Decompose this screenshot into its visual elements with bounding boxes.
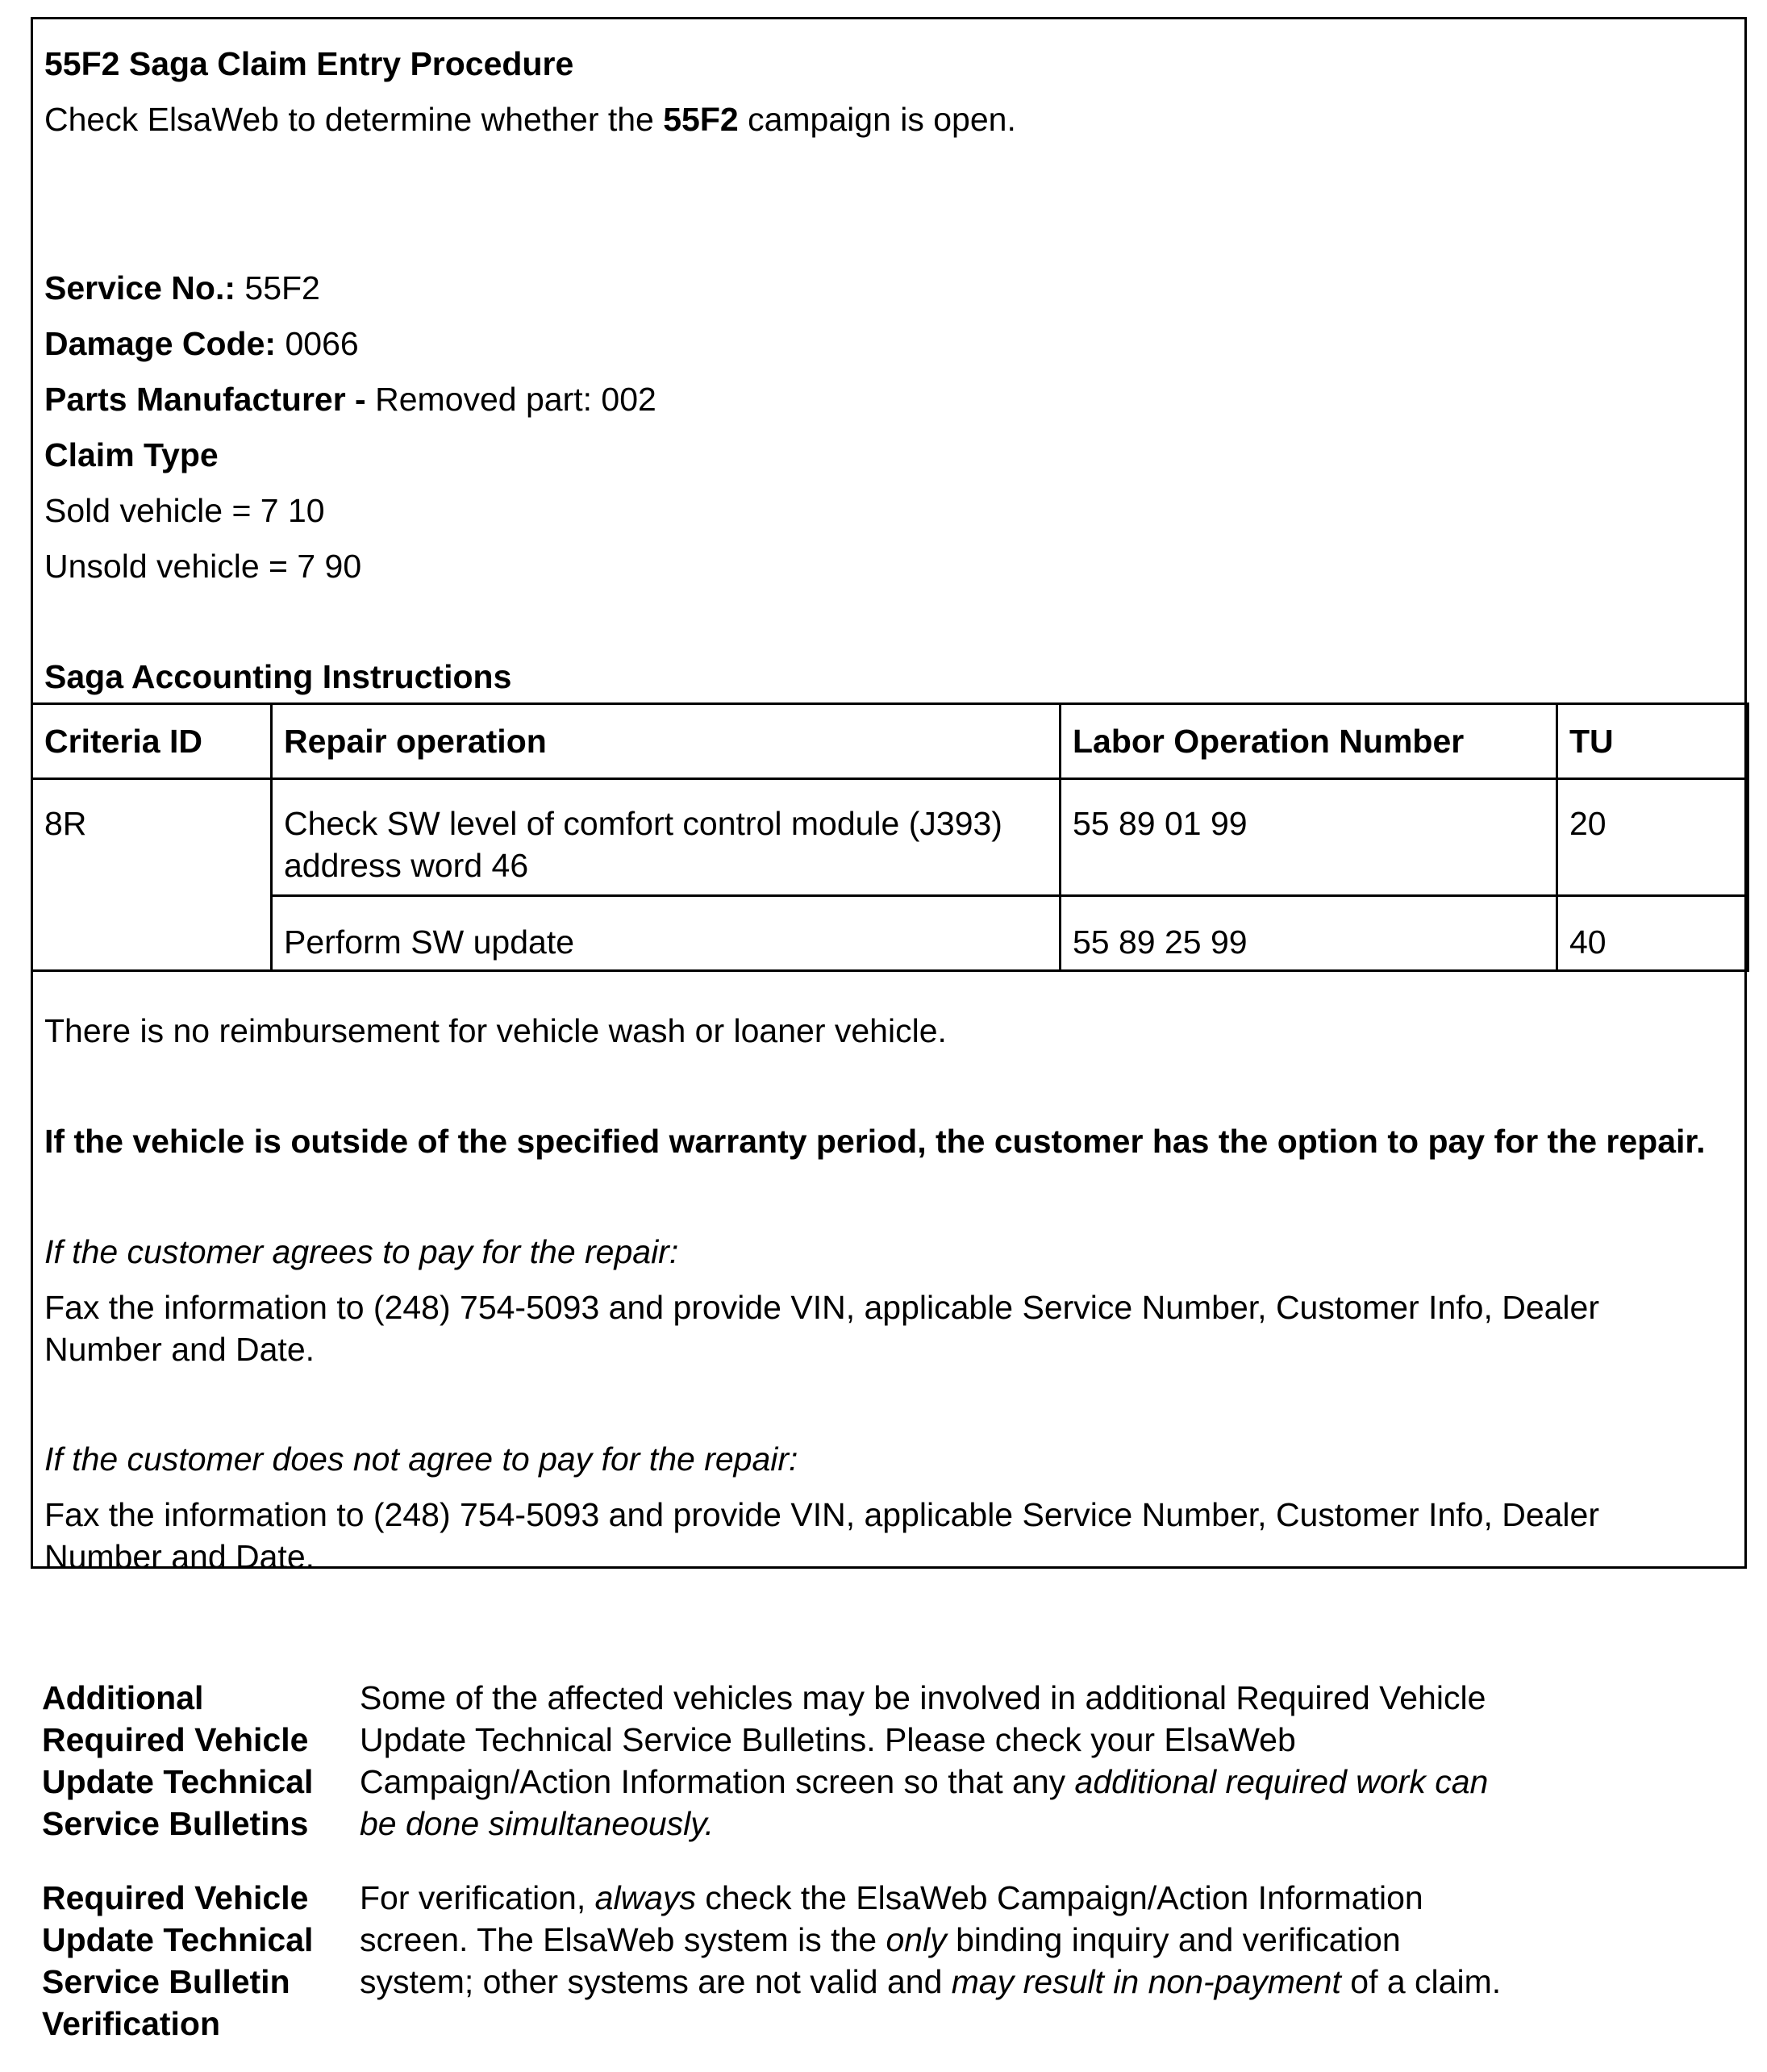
additional-bulletins-label: Additional Required Vehicle Update Technical Service Bulletins (42, 1679, 314, 1842)
header-criteria-id: Criteria ID (32, 704, 272, 779)
tu-cell: 40 (1557, 896, 1748, 971)
table-row (32, 896, 1748, 971)
repair-operation-cell: Check SW level of comfort control module (J393) address word 46 (272, 779, 1061, 896)
labor-operation-cell: 55 89 01 99 (1061, 779, 1557, 896)
procedure-title: 55F2 Saga Claim Entry Procedure (44, 45, 574, 82)
tu-cell: 20 (1557, 779, 1748, 896)
header-tu: TU (1557, 704, 1748, 779)
verification-label: Required Vehicle Update Technical Service Bulletin Verification (42, 1879, 314, 2042)
not-agree-instructions: Fax the information to (248) 754-5093 and provide VIN, applicable Service Number, Customer Info, Dealer Number and Date. (44, 1496, 1600, 1575)
additional-bulletins-text: Some of the affected vehicles may be involved in additional Required Vehicle Update Technical Service Bulletins. Please check your ElsaWeb Campaign/Action Information screen so that any additional required work can be done simultaneously. (360, 1679, 1489, 1842)
agrees-instructions: Fax the information to (248) 754-5093 and provide VIN, applicable Service Number, Customer Info, Dealer Number and Date. (44, 1289, 1600, 1368)
service-number: Service No.: 55F2 (44, 269, 320, 306)
claim-type-heading: Claim Type (44, 436, 219, 473)
verification-text: For verification, always check the ElsaWeb Campaign/Action Information screen. The ElsaWeb system is the only binding inquiry and verification system; other systems are not valid and may result in non-payment of a claim. (360, 1879, 1502, 2000)
criteria-id-cell: 8R (32, 779, 272, 971)
check-elsaweb-text: Check ElsaWeb to determine whether the 55F2 campaign is open. (44, 101, 1016, 138)
accounting-heading: Saga Accounting Instructions (44, 658, 512, 695)
claim-entry-box (31, 17, 1747, 1575)
not-agree-heading: If the customer does not agree to pay for the repair: (44, 1440, 798, 1478)
table-header-row (32, 704, 1748, 779)
header-labor-operation-number: Labor Operation Number (1061, 704, 1557, 779)
header-repair-operation: Repair operation (272, 704, 1061, 779)
damage-code: Damage Code: 0066 (44, 325, 359, 362)
labor-operation-cell: 55 89 25 99 (1061, 896, 1557, 971)
unsold-vehicle: Unsold vehicle = 7 90 (44, 548, 362, 585)
labor-operations-table (31, 702, 1749, 972)
warranty-notice: If the vehicle is outside of the specified warranty period, the customer has the option to pay for the repair. (44, 1123, 1706, 1160)
agrees-heading: If the customer agrees to pay for the repair: (44, 1233, 679, 1270)
repair-operation-cell: Perform SW update (272, 896, 1061, 971)
table-row (32, 779, 1748, 896)
sold-vehicle: Sold vehicle = 7 10 (44, 492, 325, 529)
campaign-code: 55F2 (663, 101, 739, 138)
no-reimbursement-note: There is no reimbursement for vehicle wash or loaner vehicle. (44, 1012, 947, 1049)
parts-manufacturer: Parts Manufacturer - Removed part: 002 (44, 381, 656, 418)
